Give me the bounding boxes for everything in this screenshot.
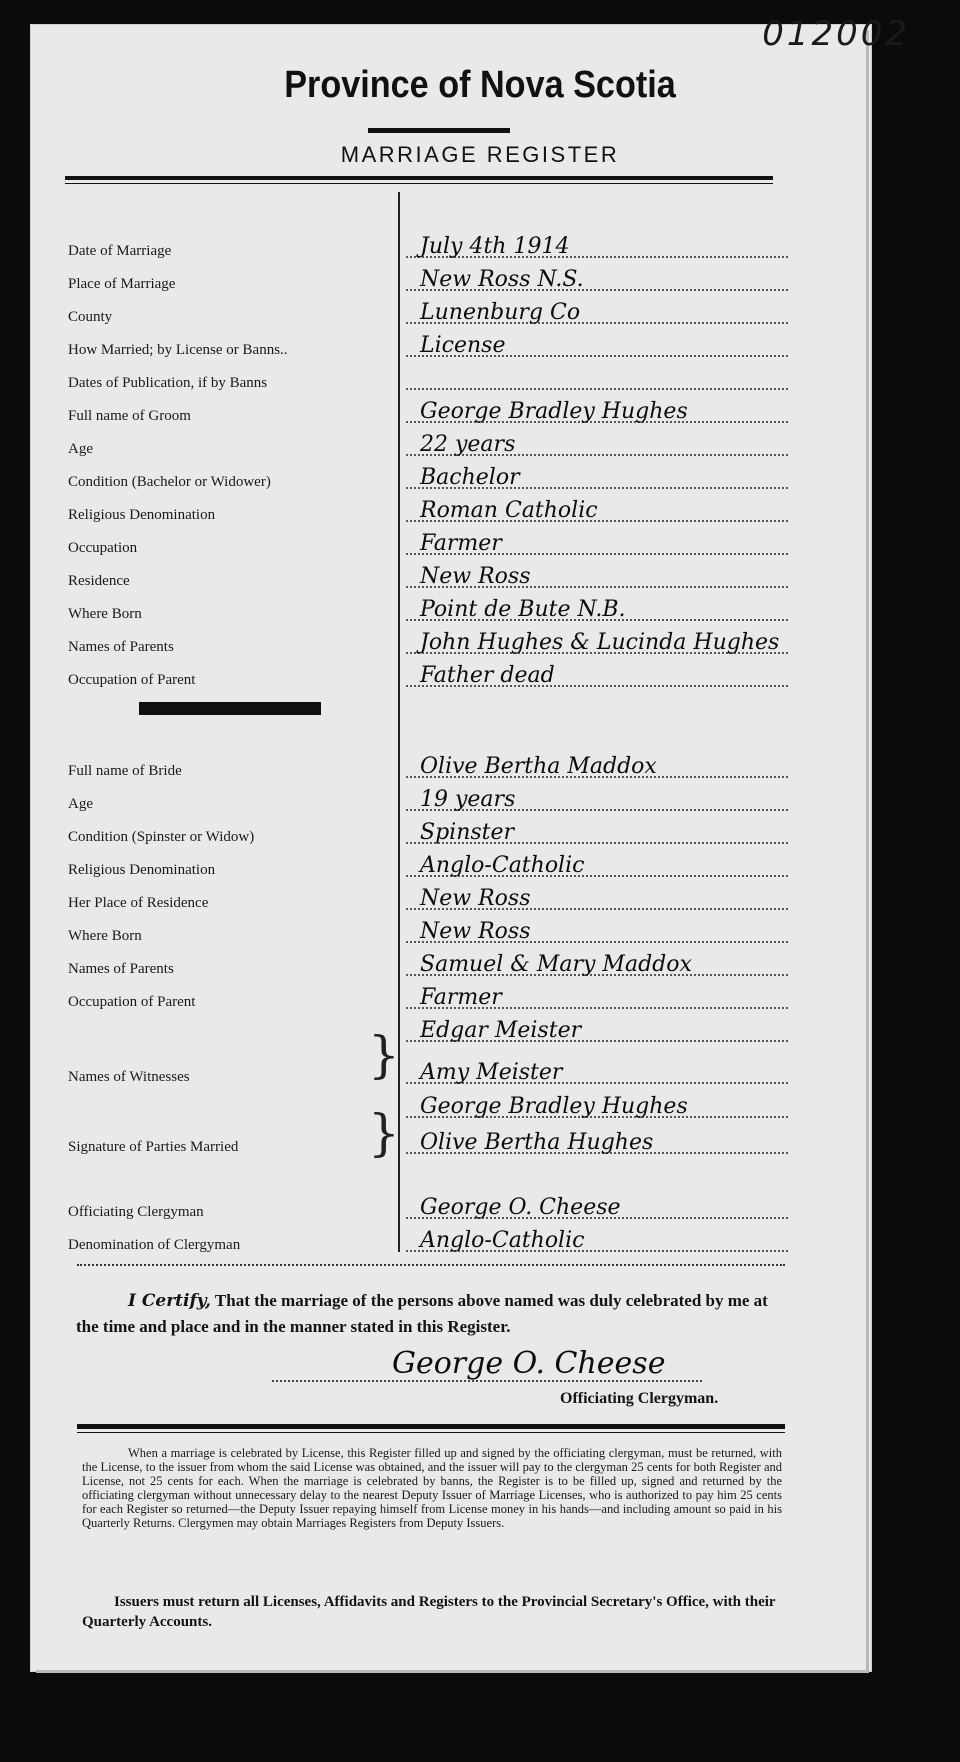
clergyman-signature: George O. Cheese xyxy=(392,1346,666,1381)
field-label: Names of Parents xyxy=(68,639,174,655)
row-place-of-marriage xyxy=(68,265,788,295)
field-value: New Ross xyxy=(420,886,531,911)
field-label: Residence xyxy=(68,573,130,589)
row-groom-condition xyxy=(68,463,788,493)
field-label: Condition (Spinster or Widow) xyxy=(68,829,255,845)
signature-caption: Officiating Clergyman. xyxy=(560,1390,719,1407)
field-label: How Married; by License or Banns.. xyxy=(68,342,288,358)
field-label: Occupation of Parent xyxy=(68,994,196,1010)
instructions-notice: When a marriage is celebrated by License, this Register filled up and signed by the officiating clergyman, must be returned, with the License, to the issuer from whom the said License was obtained, and the issuer will pay to the clergyman 25 cents for both Register and License, not 25 cents for each. When the marriage is celebrated by banns, the Register is to be filled up, signed and returned by the officiating clergyman without unnecessary delay to the nearest Deputy Issuer of Marriage Licenses, who is authorized to pay him 25 cents for each Register so returned—the Deputy Issuer repaying himself from License money in his hands—and including amount so paid in his Quarterly Returns. Clergymen may obtain Marriages Registers from Deputy Issuers. xyxy=(82,1446,782,1530)
row-groom-name xyxy=(68,397,788,427)
field-label: Occupation xyxy=(68,540,138,556)
field-label: Condition (Bachelor or Widower) xyxy=(68,474,271,490)
row-bride-denomination xyxy=(68,851,788,881)
field-value: George Bradley Hughes xyxy=(420,399,688,424)
field-value: New Ross xyxy=(420,564,531,589)
field-label: Signature of Parties Married xyxy=(68,1139,239,1155)
row-how-married xyxy=(68,331,788,361)
field-value: Olive Bertha Hughes xyxy=(420,1130,654,1155)
field-label: Full name of Groom xyxy=(68,408,191,424)
field-label: Occupation of Parent xyxy=(68,672,196,688)
row-county xyxy=(68,298,788,328)
field-value: George O. Cheese xyxy=(420,1195,621,1220)
field-value: Point de Bute N.B. xyxy=(420,597,626,622)
header-divider-thin xyxy=(65,183,773,184)
title-divider xyxy=(368,128,510,133)
field-label: Names of Parents xyxy=(68,961,174,977)
field-value: George Bradley Hughes xyxy=(420,1094,688,1119)
field-value: July 4th 1914 xyxy=(420,234,570,259)
row-bride-parents xyxy=(68,950,788,980)
field-value: New Ross N.S. xyxy=(420,267,584,292)
row-bride-age xyxy=(68,785,788,815)
certification-statement xyxy=(76,1288,790,1340)
row-signature-1 xyxy=(68,1092,788,1122)
section-divider-dotted xyxy=(77,1262,785,1266)
field-value: John Hughes & Lucinda Hughes xyxy=(420,630,780,655)
issuers-note: Issuers must return all Licenses, Affidavits and Registers to the Provincial Secretary's Office, with their Quarterly Accounts. xyxy=(82,1594,776,1630)
row-bride-residence xyxy=(68,884,788,914)
field-label: County xyxy=(68,309,113,325)
dotted-leader xyxy=(406,387,788,390)
row-witness-2 xyxy=(68,1058,788,1088)
field-value: New Ross xyxy=(420,919,531,944)
row-dates-of-publication xyxy=(68,364,788,394)
field-value: Bachelor xyxy=(420,465,520,490)
field-value: Anglo-Catholic xyxy=(420,1228,585,1253)
field-value: Edgar Meister xyxy=(420,1018,582,1043)
brace-signatures: } xyxy=(368,1104,400,1162)
field-label: Where Born xyxy=(68,606,142,622)
row-officiating-clergyman xyxy=(68,1193,788,1223)
field-label: Her Place of Residence xyxy=(68,895,209,911)
field-value: Amy Meister xyxy=(420,1060,563,1085)
field-value: 19 years xyxy=(420,787,516,812)
field-value: Farmer xyxy=(420,985,502,1010)
field-label: Where Born xyxy=(68,928,142,944)
footer-divider xyxy=(77,1424,785,1429)
field-value: Samuel & Mary Maddox xyxy=(420,952,692,977)
field-label: Religious Denomination xyxy=(68,862,216,878)
field-value: Lunenburg Co xyxy=(420,300,581,325)
row-groom-parents xyxy=(68,628,788,658)
footer-divider-thin xyxy=(77,1432,785,1433)
row-groom-occupation xyxy=(68,529,788,559)
field-value: 22 years xyxy=(420,432,516,457)
certify-text: That the marriage of the persons above named was duly celebrated by me at the time and place and in the manner stated in this Register. xyxy=(76,1291,768,1336)
field-label: Age xyxy=(68,796,93,812)
header-divider xyxy=(65,176,773,180)
page-title: Province of Nova Scotia xyxy=(284,64,676,106)
page-subtitle: MARRIAGE REGISTER xyxy=(340,142,620,167)
row-bride-birthplace xyxy=(68,917,788,947)
field-label: Place of Marriage xyxy=(68,276,176,292)
row-date-of-marriage xyxy=(68,232,788,262)
row-bride-condition xyxy=(68,818,788,848)
row-groom-age xyxy=(68,430,788,460)
certify-lead: I Certify, xyxy=(128,1291,211,1311)
row-witness-1 xyxy=(68,1016,788,1046)
field-value: Farmer xyxy=(420,531,502,556)
field-value: Olive Bertha Maddox xyxy=(420,754,657,779)
field-value: Anglo-Catholic xyxy=(420,853,585,878)
field-value: License xyxy=(420,333,506,358)
row-bride-parent-occupation xyxy=(68,983,788,1013)
field-label: Age xyxy=(68,441,93,457)
field-label: Date of Marriage xyxy=(68,243,172,259)
register-number: 012002 xyxy=(762,14,910,54)
row-groom-residence xyxy=(68,562,788,592)
field-value: Roman Catholic xyxy=(420,498,598,523)
field-label: Full name of Bride xyxy=(68,763,182,779)
row-groom-denomination xyxy=(68,496,788,526)
field-label: Officiating Clergyman xyxy=(68,1204,204,1220)
field-label: Religious Denomination xyxy=(68,507,216,523)
row-bride-name xyxy=(68,752,788,782)
field-label: Names of Witnesses xyxy=(68,1069,190,1085)
row-clergy-denomination xyxy=(68,1226,788,1256)
section-divider-bar xyxy=(139,702,321,715)
field-value: Father dead xyxy=(420,663,555,688)
brace-witnesses: } xyxy=(368,1026,400,1084)
row-groom-parent-occupation xyxy=(68,661,788,691)
field-value: Spinster xyxy=(420,820,515,845)
field-label: Denomination of Clergyman xyxy=(68,1237,241,1253)
row-signature-2 xyxy=(68,1128,788,1158)
field-label: Dates of Publication, if by Banns xyxy=(68,375,268,391)
row-groom-birthplace xyxy=(68,595,788,625)
